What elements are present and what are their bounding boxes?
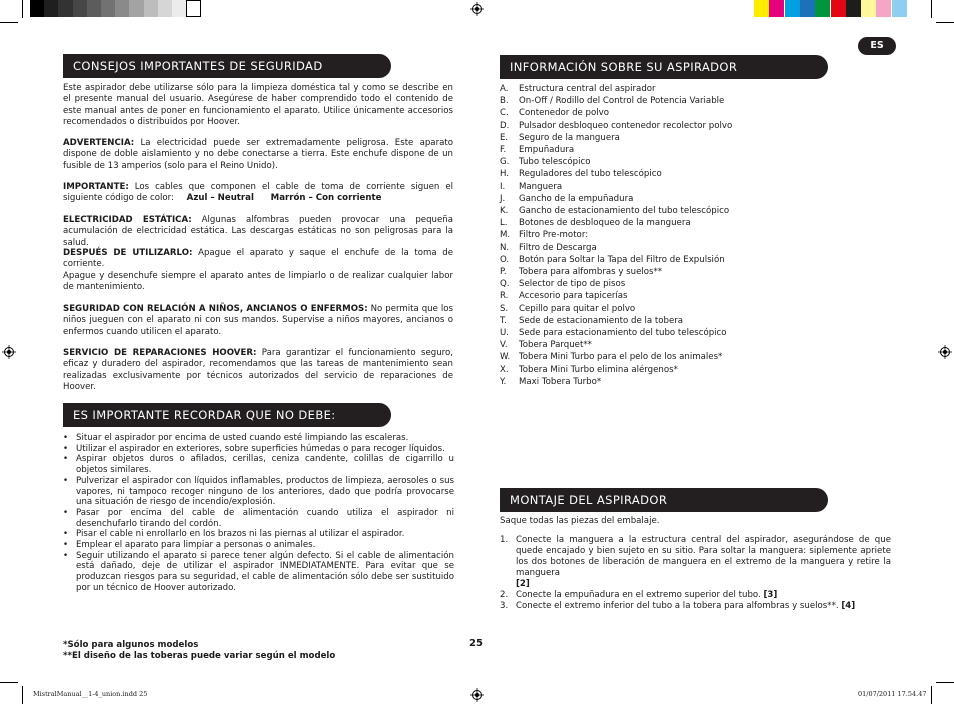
- list-item: [500, 193, 830, 205]
- list-item: [500, 590, 891, 601]
- process-swatch: [831, 0, 846, 17]
- parts-list: [500, 83, 830, 388]
- process-swatch: [815, 0, 830, 17]
- list-item: • Seguir utilizando el aparato si parece tener algún defecto. Si el cable de alimentación está dañado, deje de utilizar el aspirador INMEDIATAMENTE. Para evitar que se produzcan riesgos para su seguridad, el cable de alimentación sólo debe ser sustituido por un técnico de Hoover autorizado.: [63, 551, 454, 594]
- part-letter: O.: [500, 254, 510, 265]
- service-paragraph: [63, 348, 453, 393]
- part-letter: K.: [500, 206, 509, 217]
- part-letter: P.: [500, 267, 507, 278]
- part-letter: L.: [500, 218, 508, 229]
- important-paragraph: [63, 182, 453, 205]
- crop-mark: [931, 0, 932, 18]
- list-item: [500, 303, 830, 315]
- part-letter: F.: [500, 145, 507, 156]
- part-name: Manguera: [519, 181, 563, 192]
- step-text: Conecte la manguera a la estructura central del aspirador, asegurándose de que quede encajado y bien sujeto en su sitio. Para soltar la manguera: siplemente apriete los dos botones de liberación de manguera en el extremo de la manguera y retire la manguera: [516, 535, 891, 578]
- list-item: [500, 339, 830, 351]
- list-item: • Pisar el cable ni enrollarlo en los brazos ni las piernas al utilizar el aspirador.: [63, 529, 454, 540]
- children-paragraph: [63, 304, 453, 338]
- list-item: • Utilizar el aspirador en exteriores, sobre superficies húmedas o para recoger líquidos.: [63, 444, 454, 455]
- list-item: [500, 168, 830, 180]
- process-swatch: [876, 0, 891, 17]
- part-letter: D.: [500, 120, 510, 131]
- list-item: [500, 254, 830, 266]
- gray-swatch: [158, 0, 173, 17]
- step-text: Conecte la empuñadura en el extremo superior del tubo.: [516, 590, 761, 600]
- wire-brown-label: Marrón – Con corriente: [270, 193, 382, 204]
- part-letter: V.: [500, 340, 508, 351]
- part-letter: C.: [500, 108, 509, 119]
- part-name: Sede de estacionamiento de la tobera: [519, 315, 684, 326]
- process-swatch: [785, 0, 800, 17]
- list-item: • Pulverizar el aspirador con líquidos inflamables, productos de limpieza, aerosoles o sus vapores, ni tampoco recoger ninguno de los anteriores, dado que podría provocarse una situación de riesgo de incendio/explosión.: [63, 476, 454, 508]
- part-name: Filtro Pre-motor:: [519, 230, 589, 241]
- part-letter: N.: [500, 242, 510, 253]
- warning-paragraph: [63, 138, 453, 172]
- step-body: [516, 590, 777, 601]
- process-swatch: [769, 0, 784, 17]
- part-name: Tobera Parquet**: [519, 340, 592, 351]
- assembly-intro: Saque todas las piezas del embalaje.: [500, 516, 660, 526]
- step-number: 3.: [500, 601, 509, 611]
- gray-swatch: [44, 0, 59, 17]
- list-item: • Aspirar objetos duros o afilados, cerillas, ceniza candente, colillas de cigarrillo u objetos similares.: [63, 454, 454, 475]
- crop-mark: [931, 686, 932, 704]
- part-name: Tobera Mini Turbo para el pelo de los animales*: [519, 352, 723, 363]
- part-name: Gancho de la empuñadura: [519, 193, 634, 204]
- part-name: Estructura central del aspirador: [519, 84, 656, 94]
- figure-reference: [3]: [763, 590, 778, 600]
- remember-list: [63, 433, 454, 594]
- list-item: [500, 229, 830, 241]
- list-item: [500, 217, 830, 229]
- step-number: 1.: [500, 535, 509, 545]
- list-item: [500, 132, 830, 144]
- gray-swatch: [58, 0, 73, 17]
- list-item: [500, 327, 830, 339]
- part-letter: X.: [500, 364, 509, 375]
- part-name: Pulsador desbloqueo contenedor recolector polvo: [519, 120, 733, 131]
- language-badge: ES: [858, 37, 896, 55]
- registration-mark-icon: [2, 345, 16, 359]
- part-name: Sede para estacionamiento del tubo telescópico: [519, 328, 727, 339]
- process-swatch: [892, 0, 907, 17]
- part-letter: A.: [500, 84, 509, 94]
- part-name: Reguladores del tubo telescópico: [519, 169, 662, 180]
- part-name: Accesorio para tapicerías: [519, 291, 628, 302]
- part-name: Seguro de la manguera: [519, 132, 620, 143]
- static-paragraph: [63, 215, 453, 249]
- crop-mark: [936, 682, 954, 683]
- list-item: [500, 376, 830, 388]
- part-name: Cepillo para quitar el polvo: [519, 303, 636, 314]
- part-letter: S.: [500, 303, 509, 314]
- wire-blue-label: Azul – Neutral: [186, 193, 254, 204]
- registration-mark-icon: [470, 2, 484, 16]
- important-text: Los cables que componen el cable de toma de corriente siguen el siguiente código de color:: [63, 182, 453, 204]
- list-item: [500, 156, 830, 168]
- step-number: 2.: [500, 590, 509, 600]
- registration-mark-icon: [470, 688, 484, 702]
- part-letter: M.: [500, 230, 511, 241]
- list-item: • Emplear el aparato para limpiar a personas o animales.: [63, 540, 454, 551]
- service-text: Para garantizar el funcionamiento seguro, eficaz y duradero del aspirador, recomendamos que las tareas de mantenimiento sean realizadas exclusivamente por técnicos autorizados del servicio de reparaciones de Hoover.: [63, 348, 453, 392]
- part-name: Contenedor de polvo: [519, 108, 609, 119]
- process-swatch: [846, 0, 861, 17]
- gray-swatch: [129, 0, 144, 17]
- after-use-label: DESPUÉS DE UTILIZARLO:: [63, 248, 193, 258]
- part-name: Selector de tipo de pisos: [519, 279, 626, 290]
- section-header-assembly: MONTAJE DEL ASPIRADOR: [500, 488, 828, 512]
- list-item: [500, 107, 830, 119]
- static-label: ELECTRICIDAD ESTÁTICA:: [63, 215, 192, 225]
- after-use-text: Apague el aparato y saque el enchufe de la toma de corriente.: [63, 248, 454, 270]
- service-label: SERVICIO DE REPARACIONES HOOVER:: [63, 348, 257, 358]
- part-letter: Y.: [500, 376, 507, 387]
- gray-swatch: [186, 0, 201, 17]
- crop-mark: [0, 22, 18, 23]
- file-slug: MistralManual__1-4_union.indd 25: [33, 690, 148, 698]
- step-body: [516, 535, 891, 590]
- list-item: [500, 601, 891, 612]
- step-text: Conecte el extremo inferior del tubo a la tobera para alfombras y suelos**.: [516, 601, 839, 611]
- part-name: Empuñadura: [519, 145, 575, 156]
- list-item: [500, 83, 830, 95]
- part-letter: U.: [500, 328, 510, 339]
- part-letter: H.: [500, 169, 510, 180]
- process-swatch: [861, 0, 876, 17]
- list-item: [500, 364, 830, 376]
- page-number: 25: [469, 638, 483, 649]
- list-item: • Pasar por encima del cable de alimentación cuando utiliza el aspirador ni desenchufarlo tirando del cordón.: [63, 508, 454, 529]
- after-use-paragraph: [63, 248, 453, 293]
- figure-reference: [2]: [516, 579, 530, 589]
- gray-swatch: [101, 0, 116, 17]
- part-name: Botón para Soltar la Tapa del Filtro de Expulsión: [519, 254, 725, 265]
- safety-intro: Este aspirador debe utilizarse sólo para la limpieza doméstica tal y como se describe en el presente manual del usuario. Asegúrese de haber comprendido todo el contenido de este manual antes de poner en funcionamiento el aparato. Utilice únicamente accesorios recomendados o distribuidos por Hoover.: [63, 83, 453, 127]
- children-label: SEGURIDAD CON RELACIÓN A NIÑOS, ANCIANOS O ENFERMOS:: [63, 304, 368, 314]
- part-name: Maxi Tobera Turbo*: [519, 376, 602, 387]
- list-item: [500, 95, 830, 107]
- crop-mark: [22, 0, 23, 18]
- crop-mark: [936, 22, 954, 23]
- gray-swatch: [115, 0, 130, 17]
- list-item: [500, 315, 830, 327]
- date-slug: 01/07/2011 17.54.47: [858, 690, 927, 698]
- after-use-text-2: Apague y desenchufe siempre el aparato antes de limpiarlo o de realizar cualquier labor de mantenimiento.: [63, 270, 453, 292]
- part-letter: Q.: [500, 279, 510, 290]
- gray-swatch: [172, 0, 187, 17]
- gray-swatch: [73, 0, 88, 17]
- part-name: Gancho de estacionamiento del tubo telescópico: [519, 206, 730, 217]
- assembly-steps: [500, 535, 891, 612]
- part-name: Tobera Mini Turbo elimina alérgenos*: [519, 364, 678, 375]
- children-text: No permita que los niños jueguen con el aparato ni con sus mandos. Supervise a niños mayores, ancianos o enfermos cuando utilicen el aparato.: [63, 304, 453, 337]
- process-swatch: [754, 0, 769, 17]
- static-text: Algunas alfombras pueden provocar una pequeña acumulación de electricidad estática. Las descargas estáticas no son peligrosas para la salud.: [63, 215, 453, 248]
- section-header-safety: CONSEJOS IMPORTANTES DE SEGURIDAD: [63, 54, 391, 78]
- part-name: Botones de desbloqueo de la manguera: [519, 218, 691, 229]
- list-item: [500, 205, 830, 217]
- gray-swatch: [87, 0, 102, 17]
- list-item: [500, 181, 830, 193]
- list-item: [500, 242, 830, 254]
- list-item: [500, 535, 891, 590]
- footnote-models: *Sólo para algunos modelos: [63, 640, 199, 650]
- warning-text: La electricidad puede ser extremadamente peligrosa. Este aparato dispone de doble aislamiento y no debe conectarse a tierra. Este enchufe dispone de un fusible de 13 amperios (solo para el Reino Unido).: [63, 138, 453, 171]
- list-item: [500, 351, 830, 363]
- crop-mark: [22, 686, 23, 704]
- part-name: On-Off / Rodillo del Control de Potencia Variable: [519, 96, 725, 107]
- figure-reference: [4]: [841, 601, 856, 611]
- list-item: • Situar el aspirador por encima de usted cuando esté limpiando las escaleras.: [63, 433, 454, 444]
- process-swatch: [800, 0, 815, 17]
- part-name: Tobera para alfombras y suelos**: [519, 267, 663, 278]
- part-letter: J.: [500, 193, 506, 204]
- section-header-info: INFORMACIÓN SOBRE SU ASPIRADOR: [500, 55, 828, 79]
- important-label: IMPORTANTE:: [63, 182, 129, 192]
- list-item: [500, 144, 830, 156]
- warning-label: ADVERTENCIA:: [63, 138, 135, 148]
- section-header-remember: ES IMPORTANTE RECORDAR QUE NO DEBE:: [63, 403, 391, 427]
- part-name: Tubo telescópico: [519, 157, 591, 168]
- registration-mark-icon: [938, 345, 952, 359]
- part-letter: W.: [500, 352, 511, 363]
- part-letter: T.: [500, 315, 507, 326]
- crop-mark: [0, 682, 18, 683]
- list-item: [500, 290, 830, 302]
- list-item: [500, 278, 830, 290]
- part-name: Filtro de Descarga: [519, 242, 597, 253]
- part-letter: G.: [500, 157, 510, 168]
- part-letter: B.: [500, 96, 509, 107]
- part-letter: E.: [500, 132, 509, 143]
- gray-swatch: [144, 0, 159, 17]
- footnote-nozzles: **El diseño de las toberas puede variar según el modelo: [63, 651, 336, 661]
- list-item: [500, 120, 830, 132]
- list-item: [500, 266, 830, 278]
- gray-swatch: [30, 0, 45, 17]
- step-body: [516, 601, 855, 612]
- part-letter: R.: [500, 291, 509, 302]
- part-letter: I.: [500, 181, 506, 192]
